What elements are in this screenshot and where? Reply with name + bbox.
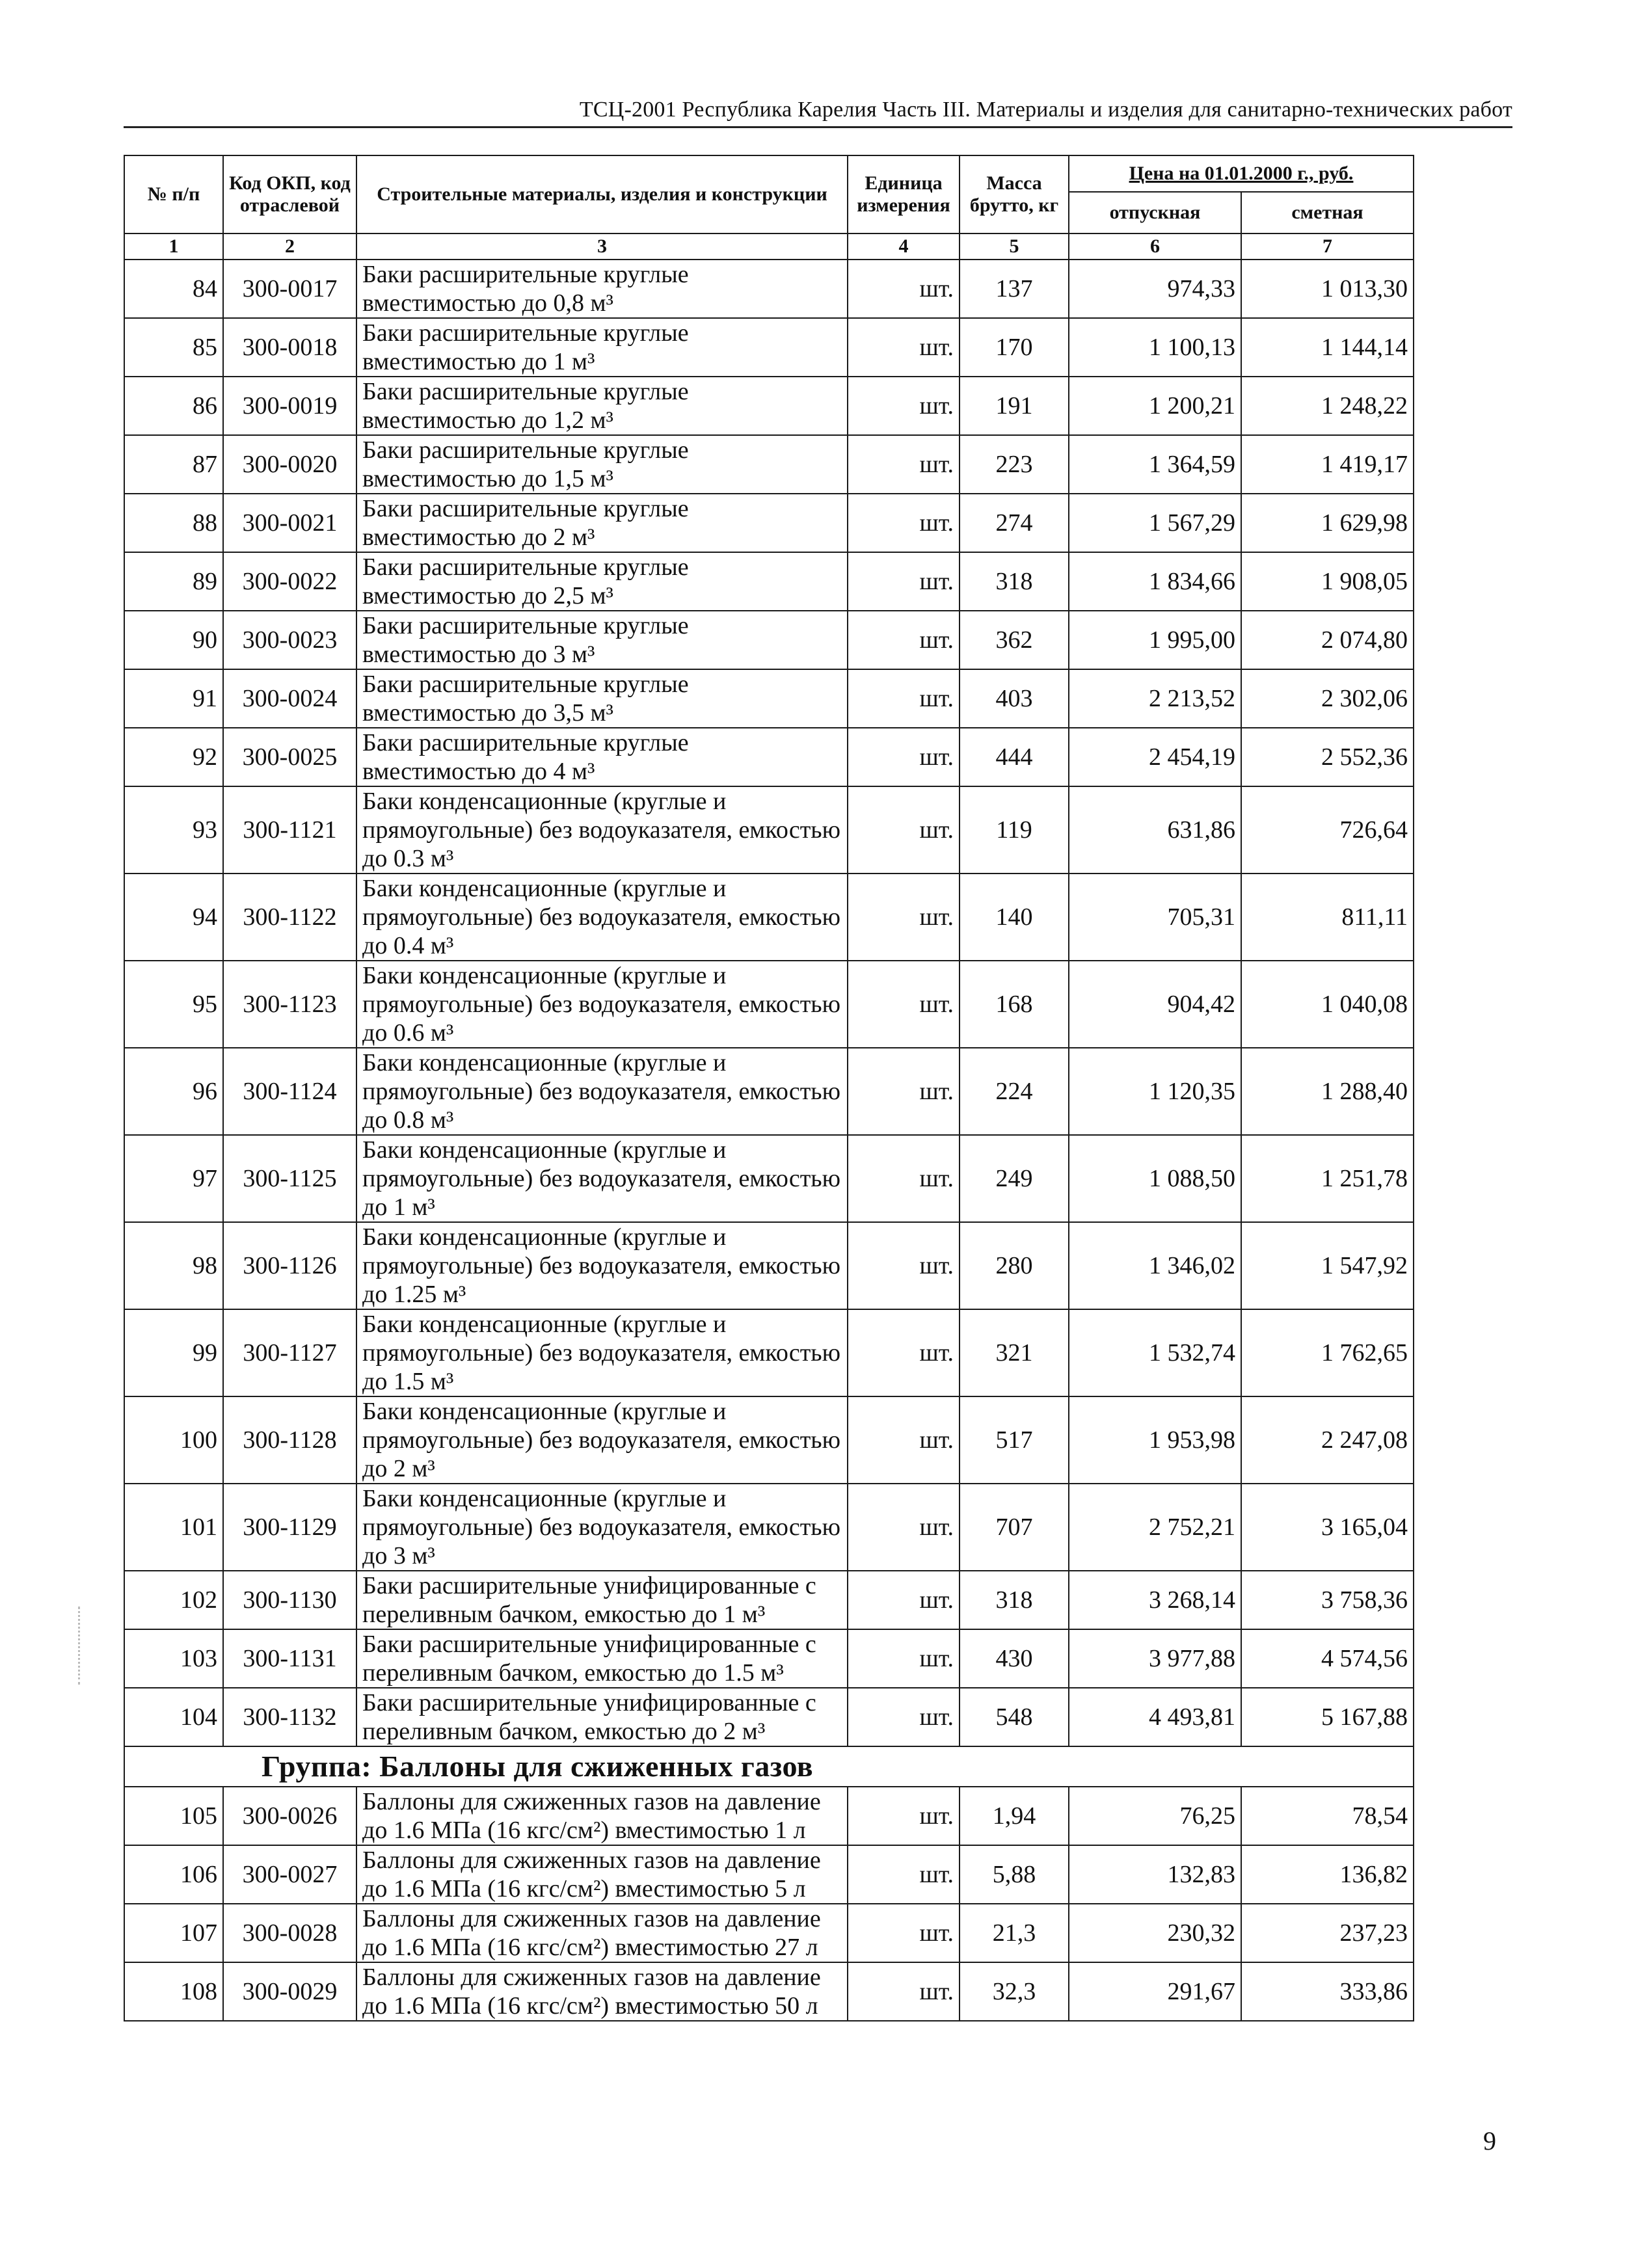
row-description: Баки конденсационные (круглые и прямоугольные) без водоуказателя, емкостью до 2 м³	[356, 1396, 848, 1484]
row-mass: 140	[960, 874, 1069, 961]
margin-mark	[78, 1607, 84, 1685]
row-unit: шт.	[848, 961, 960, 1048]
row-price-release: 1 120,35	[1069, 1048, 1241, 1135]
row-price-estimate: 1 419,17	[1241, 435, 1414, 494]
table-row	[124, 1571, 1414, 1629]
column-number-row	[124, 233, 1414, 260]
row-price-release: 1 532,74	[1069, 1309, 1241, 1396]
table-row	[124, 377, 1414, 435]
row-description: Баки расширительные круглые вместимостью до 0,8 м³	[356, 260, 848, 318]
row-code: 300-0024	[223, 669, 356, 728]
column-number: 6	[1069, 233, 1241, 260]
row-number: 89	[124, 552, 223, 611]
column-number: 7	[1241, 233, 1414, 260]
row-description: Баки расширительные круглые вместимостью до 2,5 м³	[356, 552, 848, 611]
table-row	[124, 1904, 1414, 1962]
row-description: Баки расширительные унифицированные с переливным бачком, емкостью до 2 м³	[356, 1688, 848, 1746]
table-row	[124, 552, 1414, 611]
row-description: Баки конденсационные (круглые и прямоугольные) без водоуказателя, емкостью до 1.5 м³	[356, 1309, 848, 1396]
row-unit: шт.	[848, 494, 960, 552]
row-mass: 321	[960, 1309, 1069, 1396]
row-price-release: 1 088,50	[1069, 1135, 1241, 1222]
row-unit: шт.	[848, 1484, 960, 1571]
row-code: 300-1123	[223, 961, 356, 1048]
row-number: 107	[124, 1904, 223, 1962]
row-unit: шт.	[848, 1309, 960, 1396]
row-price-release: 1 346,02	[1069, 1222, 1241, 1309]
row-unit: шт.	[848, 1222, 960, 1309]
row-price-estimate: 5 167,88	[1241, 1688, 1414, 1746]
row-code: 300-1131	[223, 1629, 356, 1688]
row-price-estimate: 3 758,36	[1241, 1571, 1414, 1629]
row-mass: 5,88	[960, 1845, 1069, 1904]
row-price-estimate: 1 251,78	[1241, 1135, 1414, 1222]
row-price-release: 2 752,21	[1069, 1484, 1241, 1571]
row-mass: 517	[960, 1396, 1069, 1484]
row-code: 300-1128	[223, 1396, 356, 1484]
table-row	[124, 318, 1414, 377]
row-price-estimate: 3 165,04	[1241, 1484, 1414, 1571]
header-unit: Единица измерения	[848, 155, 960, 233]
column-number: 5	[960, 233, 1069, 260]
row-unit: шт.	[848, 669, 960, 728]
row-price-estimate: 1 629,98	[1241, 494, 1414, 552]
row-description: Баллоны для сжиженных газов на давление до 1.6 МПа (16 кгс/см²) вместимостью 27 л	[356, 1904, 848, 1962]
row-price-release: 1 953,98	[1069, 1396, 1241, 1484]
row-mass: 318	[960, 552, 1069, 611]
row-price-release: 1 995,00	[1069, 611, 1241, 669]
row-mass: 362	[960, 611, 1069, 669]
row-code: 300-1125	[223, 1135, 356, 1222]
row-number: 91	[124, 669, 223, 728]
table-row	[124, 1048, 1414, 1135]
table-row	[124, 786, 1414, 874]
row-price-release: 76,25	[1069, 1787, 1241, 1845]
header-code: Код ОКП, код отраслевой	[223, 155, 356, 233]
row-price-estimate: 726,64	[1241, 786, 1414, 874]
row-price-estimate: 78,54	[1241, 1787, 1414, 1845]
row-price-estimate: 1 144,14	[1241, 318, 1414, 377]
row-price-release: 705,31	[1069, 874, 1241, 961]
row-number: 99	[124, 1309, 223, 1396]
row-description: Баки расширительные круглые вместимостью до 1,5 м³	[356, 435, 848, 494]
row-number: 98	[124, 1222, 223, 1309]
price-table	[124, 155, 1414, 2021]
row-price-release: 1 364,59	[1069, 435, 1241, 494]
table-row	[124, 1484, 1414, 1571]
row-number: 85	[124, 318, 223, 377]
row-code: 300-1124	[223, 1048, 356, 1135]
row-price-release: 631,86	[1069, 786, 1241, 874]
row-mass: 548	[960, 1688, 1069, 1746]
row-code: 300-0029	[223, 1962, 356, 2021]
row-price-estimate: 136,82	[1241, 1845, 1414, 1904]
row-description: Баллоны для сжиженных газов на давление до 1.6 МПа (16 кгс/см²) вместимостью 5 л	[356, 1845, 848, 1904]
row-number: 94	[124, 874, 223, 961]
row-price-release: 291,67	[1069, 1962, 1241, 2021]
row-price-release: 2 213,52	[1069, 669, 1241, 728]
row-description: Баки расширительные круглые вместимостью до 3 м³	[356, 611, 848, 669]
row-code: 300-0021	[223, 494, 356, 552]
row-mass: 403	[960, 669, 1069, 728]
row-mass: 168	[960, 961, 1069, 1048]
row-price-estimate: 1 762,65	[1241, 1309, 1414, 1396]
row-description: Баки расширительные унифицированные с переливным бачком, емкостью до 1.5 м³	[356, 1629, 848, 1688]
row-code: 300-1127	[223, 1309, 356, 1396]
row-code: 300-0020	[223, 435, 356, 494]
row-mass: 137	[960, 260, 1069, 318]
row-description: Баки конденсационные (круглые и прямоугольные) без водоуказателя, емкостью до 0.4 м³	[356, 874, 848, 961]
row-code: 300-1129	[223, 1484, 356, 1571]
row-price-estimate: 1 013,30	[1241, 260, 1414, 318]
row-price-release: 132,83	[1069, 1845, 1241, 1904]
column-number: 3	[356, 233, 848, 260]
row-code: 300-0023	[223, 611, 356, 669]
header-mass: Масса брутто, кг	[960, 155, 1069, 233]
row-description: Баллоны для сжиженных газов на давление до 1.6 МПа (16 кгс/см²) вместимостью 1 л	[356, 1787, 848, 1845]
table-row	[124, 1396, 1414, 1484]
header-price-estimate: сметная	[1241, 192, 1414, 233]
row-number: 87	[124, 435, 223, 494]
row-unit: шт.	[848, 260, 960, 318]
row-code: 300-0028	[223, 1904, 356, 1962]
row-unit: шт.	[848, 1396, 960, 1484]
row-code: 300-0019	[223, 377, 356, 435]
row-price-release: 1 567,29	[1069, 494, 1241, 552]
row-unit: шт.	[848, 1962, 960, 2021]
row-code: 300-1132	[223, 1688, 356, 1746]
row-number: 95	[124, 961, 223, 1048]
row-code: 300-1130	[223, 1571, 356, 1629]
table-row	[124, 1222, 1414, 1309]
row-code: 300-1122	[223, 874, 356, 961]
row-unit: шт.	[848, 1904, 960, 1962]
row-number: 97	[124, 1135, 223, 1222]
row-price-estimate: 2 302,06	[1241, 669, 1414, 728]
table-row	[124, 874, 1414, 961]
group-row	[124, 1746, 1414, 1787]
row-code: 300-0017	[223, 260, 356, 318]
header-description: Строительные материалы, изделия и конструкции	[356, 155, 848, 233]
table-row	[124, 961, 1414, 1048]
row-number: 104	[124, 1688, 223, 1746]
row-unit: шт.	[848, 377, 960, 435]
row-mass: 318	[960, 1571, 1069, 1629]
row-price-release: 974,33	[1069, 260, 1241, 318]
row-code: 300-0018	[223, 318, 356, 377]
row-unit: шт.	[848, 552, 960, 611]
row-unit: шт.	[848, 874, 960, 961]
table-row	[124, 1787, 1414, 1845]
row-number: 96	[124, 1048, 223, 1135]
row-description: Баки конденсационные (круглые и прямоугольные) без водоуказателя, емкостью до 1 м³	[356, 1135, 848, 1222]
row-price-estimate: 1 547,92	[1241, 1222, 1414, 1309]
row-description: Баллоны для сжиженных газов на давление до 1.6 МПа (16 кгс/см²) вместимостью 50 л	[356, 1962, 848, 2021]
row-mass: 224	[960, 1048, 1069, 1135]
row-number: 102	[124, 1571, 223, 1629]
row-unit: шт.	[848, 1688, 960, 1746]
row-mass: 249	[960, 1135, 1069, 1222]
table-row	[124, 1135, 1414, 1222]
row-price-release: 1 200,21	[1069, 377, 1241, 435]
row-price-estimate: 1 908,05	[1241, 552, 1414, 611]
row-mass: 32,3	[960, 1962, 1069, 2021]
row-description: Баки расширительные круглые вместимостью до 1 м³	[356, 318, 848, 377]
row-mass: 21,3	[960, 1904, 1069, 1962]
row-price-estimate: 237,23	[1241, 1904, 1414, 1962]
row-price-estimate: 2 552,36	[1241, 728, 1414, 786]
row-price-estimate: 2 247,08	[1241, 1396, 1414, 1484]
row-mass: 707	[960, 1484, 1069, 1571]
row-mass: 274	[960, 494, 1069, 552]
row-number: 105	[124, 1787, 223, 1845]
table-row	[124, 1309, 1414, 1396]
row-mass: 444	[960, 728, 1069, 786]
row-price-estimate: 333,86	[1241, 1962, 1414, 2021]
row-code: 300-1121	[223, 786, 356, 874]
table-row	[124, 1629, 1414, 1688]
row-price-release: 230,32	[1069, 1904, 1241, 1962]
row-unit: шт.	[848, 318, 960, 377]
row-price-estimate: 2 074,80	[1241, 611, 1414, 669]
group-title: Группа: Баллоны для сжиженных газов	[124, 1746, 1414, 1787]
row-price-release: 3 977,88	[1069, 1629, 1241, 1688]
row-number: 84	[124, 260, 223, 318]
row-description: Баки конденсационные (круглые и прямоугольные) без водоуказателя, емкостью до 0.8 м³	[356, 1048, 848, 1135]
table-row	[124, 669, 1414, 728]
header-num: № п/п	[124, 155, 223, 233]
row-price-estimate: 1 040,08	[1241, 961, 1414, 1048]
row-price-estimate: 1 288,40	[1241, 1048, 1414, 1135]
row-mass: 280	[960, 1222, 1069, 1309]
row-number: 103	[124, 1629, 223, 1688]
table-row	[124, 260, 1414, 318]
table-row	[124, 494, 1414, 552]
table-row	[124, 1962, 1414, 2021]
page-number: 9	[1483, 2126, 1496, 2155]
row-unit: шт.	[848, 1845, 960, 1904]
row-price-estimate: 1 248,22	[1241, 377, 1414, 435]
row-mass: 170	[960, 318, 1069, 377]
row-mass: 223	[960, 435, 1069, 494]
table-row	[124, 1688, 1414, 1746]
row-price-estimate: 4 574,56	[1241, 1629, 1414, 1688]
row-price-release: 4 493,81	[1069, 1688, 1241, 1746]
row-price-estimate: 811,11	[1241, 874, 1414, 961]
row-code: 300-0025	[223, 728, 356, 786]
row-description: Баки конденсационные (круглые и прямоугольные) без водоуказателя, емкостью до 0.3 м³	[356, 786, 848, 874]
table-row	[124, 728, 1414, 786]
row-price-release: 1 100,13	[1069, 318, 1241, 377]
row-unit: шт.	[848, 728, 960, 786]
row-code: 300-0022	[223, 552, 356, 611]
row-unit: шт.	[848, 1629, 960, 1688]
row-description: Баки конденсационные (круглые и прямоугольные) без водоуказателя, емкостью до 3 м³	[356, 1484, 848, 1571]
row-number: 86	[124, 377, 223, 435]
row-code: 300-0026	[223, 1787, 356, 1845]
row-price-release: 1 834,66	[1069, 552, 1241, 611]
header-price-group: Цена на 01.01.2000 г., руб.	[1069, 155, 1414, 192]
table-row	[124, 435, 1414, 494]
row-unit: шт.	[848, 611, 960, 669]
row-number: 108	[124, 1962, 223, 2021]
column-number: 1	[124, 233, 223, 260]
row-mass: 119	[960, 786, 1069, 874]
row-description: Баки конденсационные (круглые и прямоугольные) без водоуказателя, емкостью до 0.6 м³	[356, 961, 848, 1048]
row-number: 92	[124, 728, 223, 786]
row-number: 90	[124, 611, 223, 669]
row-unit: шт.	[848, 1135, 960, 1222]
row-unit: шт.	[848, 1571, 960, 1629]
row-unit: шт.	[848, 1787, 960, 1845]
row-mass: 191	[960, 377, 1069, 435]
row-description: Баки расширительные круглые вместимостью до 4 м³	[356, 728, 848, 786]
row-code: 300-0027	[223, 1845, 356, 1904]
row-price-release: 2 454,19	[1069, 728, 1241, 786]
row-description: Баки расширительные круглые вместимостью до 3,5 м³	[356, 669, 848, 728]
header-price-release: отпускная	[1069, 192, 1241, 233]
running-header: ТСЦ-2001 Республика Карелия Часть III. Материалы и изделия для санитарно-технических работ	[124, 98, 1512, 128]
row-unit: шт.	[848, 786, 960, 874]
table-row	[124, 611, 1414, 669]
row-code: 300-1126	[223, 1222, 356, 1309]
row-number: 100	[124, 1396, 223, 1484]
row-description: Баки расширительные круглые вместимостью до 2 м³	[356, 494, 848, 552]
table-row	[124, 1845, 1414, 1904]
row-price-release: 904,42	[1069, 961, 1241, 1048]
row-mass: 430	[960, 1629, 1069, 1688]
row-mass: 1,94	[960, 1787, 1069, 1845]
column-number: 2	[223, 233, 356, 260]
row-description: Баки расширительные унифицированные с переливным бачком, емкостью до 1 м³	[356, 1571, 848, 1629]
row-number: 88	[124, 494, 223, 552]
row-number: 106	[124, 1845, 223, 1904]
row-unit: шт.	[848, 435, 960, 494]
row-number: 93	[124, 786, 223, 874]
row-description: Баки конденсационные (круглые и прямоугольные) без водоуказателя, емкостью до 1.25 м³	[356, 1222, 848, 1309]
row-description: Баки расширительные круглые вместимостью до 1,2 м³	[356, 377, 848, 435]
row-price-release: 3 268,14	[1069, 1571, 1241, 1629]
row-number: 101	[124, 1484, 223, 1571]
column-number: 4	[848, 233, 960, 260]
row-unit: шт.	[848, 1048, 960, 1135]
